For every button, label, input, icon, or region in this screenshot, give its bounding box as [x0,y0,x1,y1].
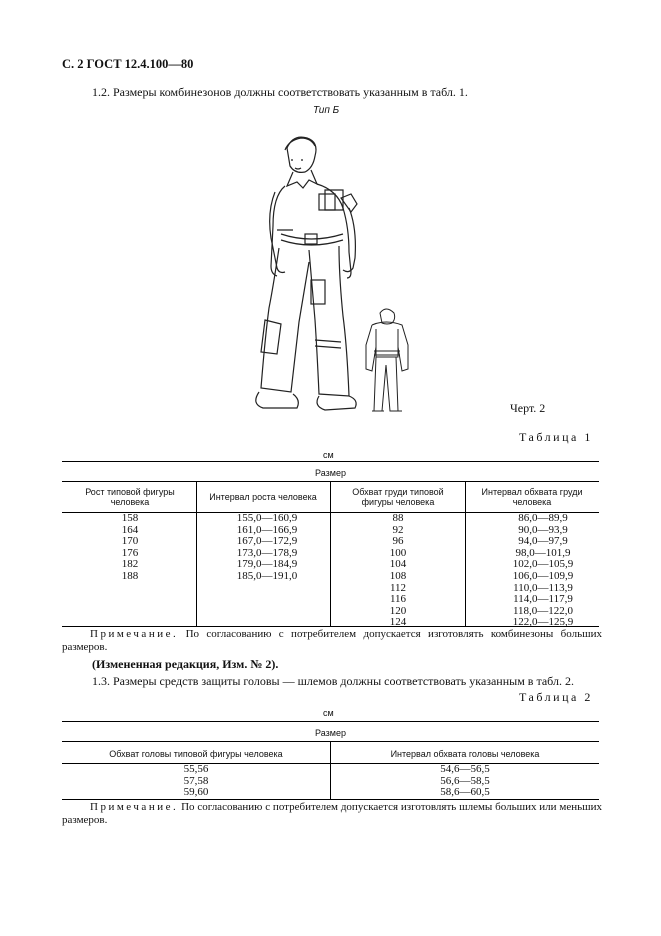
table2-unit: см [323,708,334,718]
table-cell: 161,0—166,9 [236,523,298,536]
table-cell: 155,0—160,9 [236,512,298,524]
paragraph-1-2: 1.2. Размеры комбинезонов должны соответствовать указанным в табл. 1. [92,85,468,99]
table2-header-head: Обхват головы типовой фигуры человека [109,749,283,759]
paragraph-1-3: 1.3. Размеры средств защиты головы — шлемов должны соответствовать указанным в табл. 2. [92,674,574,688]
table-cell: 98,0—101,9 [515,546,571,559]
table-cell: 122,0—125,9 [512,616,574,629]
note1-text: По согласованию с потребителем допускается изготовлять комбинезоны больших размеров. [62,628,602,653]
note1-label: Примечание. [90,628,179,640]
table1-label: Таблица 1 [519,430,593,444]
table1-header-chest-interval: Интервал обхвата груди человека [481,487,583,507]
table-cell: 88 [392,512,404,524]
table-cell: 102,0—105,9 [512,558,574,571]
table-cell: 185,0—191,0 [236,569,298,582]
table-cell: 100 [389,546,407,559]
table1-header-height: Рост типовой фигуры человека [85,487,175,507]
table-cell: 120 [389,604,407,617]
table1-unit: см [323,450,334,460]
table-cell: 173,0—178,9 [236,546,298,559]
figure-type-label: Тип Б [313,105,340,116]
table-cell: 188 [121,569,139,582]
table1-group-header: Размер [315,468,346,478]
table-cell: 179,0—184,9 [236,558,298,571]
table-cell: 114,0—117,9 [513,593,573,606]
table2-col-head-interval [410,764,520,799]
coverall-figure-back [362,305,412,425]
table1-divider-1 [196,481,197,626]
table-cell: 86,0—89,9 [518,512,568,524]
table-cell: 110,0—113,9 [513,581,573,594]
table1-divider-2 [330,481,331,626]
table2-group-header: Размер [315,728,346,738]
table2-bottom-rule [62,799,599,800]
note2-text: По согласованию с потребителем допускается изготовлять шлемы больших или меньших размеров. [62,801,602,826]
table-cell: 56,6—58,5 [440,774,490,787]
table1-header-height-interval: Интервал роста человека [209,492,317,502]
table-cell: 55,56 [183,763,209,775]
table1-col-chest-interval [495,513,591,629]
table1-note [62,628,602,654]
table-cell: 182 [121,558,139,571]
table-cell: 96 [392,535,404,548]
table1-col-height [96,513,164,583]
table-cell: 112 [389,581,407,594]
table-cell: 92 [392,523,404,536]
table2-label: Таблица 2 [519,690,593,704]
table1-top-rule [62,461,599,462]
table-cell: 108 [389,569,407,582]
table-cell: 57,58 [183,774,209,787]
note2-label: Примечание. [90,801,179,813]
table-cell: 158 [121,512,139,524]
table2-col-head [160,764,232,799]
table-cell: 167,0—172,9 [236,535,298,548]
table2-top-rule [62,721,599,722]
page-header: С. 2 ГОСТ 12.4.100—80 [62,57,194,71]
table-cell: 124 [389,616,407,629]
table1-col-height-interval [222,513,312,583]
table1-col-chest [365,513,431,629]
revision-note: (Измененная редакция, Изм. № 2). [92,657,279,671]
table1-divider-3 [465,481,466,626]
table-cell: 116 [389,593,407,606]
table-cell: 104 [389,558,407,571]
table2-divider [330,741,331,799]
table-cell: 106,0—109,9 [512,569,574,582]
table1-header-chest: Обхват груди типовой фигуры человека [352,487,444,507]
table2-header-head-interval: Интервал обхвата головы человека [390,749,540,759]
table-cell: 54,6—56,5 [440,763,490,775]
table-cell: 176 [121,546,139,559]
table-cell: 94,0—97,9 [518,535,568,548]
figure-caption: Черт. 2 [510,401,546,415]
table-cell: 118,0—122,0 [512,604,574,617]
table-cell: 90,0—93,9 [518,523,568,536]
table-cell: 59,60 [183,786,209,799]
table-cell: 164 [121,523,139,536]
table-cell: 58,6—60,5 [440,786,490,799]
table2-note [62,801,602,827]
table-cell: 170 [121,535,139,548]
coverall-figure-main [255,130,375,420]
